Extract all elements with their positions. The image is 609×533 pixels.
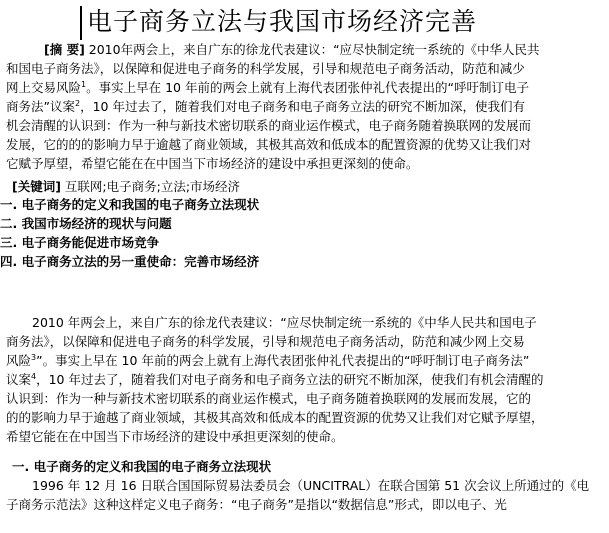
abstract-line xyxy=(0,40,609,59)
keywords-line xyxy=(0,177,609,196)
body-paragraph xyxy=(0,313,609,446)
abstract-line: 发展，它的的的影响力早于逾越了商业领域，其极其高效和低成本的配置资源的优势又让我们对 xyxy=(6,137,532,152)
outline-item: 三. 电子商务能促进市场竞争 xyxy=(0,235,160,250)
body-line xyxy=(0,351,609,370)
body-text: ，10 年过去了，随着我们对电子商务和电子商务立法的研究不断加深，使我们有机会清醒的 xyxy=(36,372,544,387)
footnote-ref: 4 xyxy=(31,371,37,381)
keywords-text: 互联网;电子商务;立法;市场经济 xyxy=(64,179,241,194)
outline-item: 四. 电子商务立法的另一重使命：完善市场经济 xyxy=(0,254,260,269)
footnote-ref: 3 xyxy=(31,352,37,362)
keywords-block xyxy=(0,177,609,196)
footnote-ref: 1 xyxy=(81,79,87,89)
section-1 xyxy=(0,457,609,514)
body-text: 风险 xyxy=(6,353,32,368)
body-line: 商务法》，以保障和促进电子商务的科学发展，引导和规范电子商务活动，防范和减少网上交易 xyxy=(6,334,525,349)
abstract-text: 网上交易风险 xyxy=(6,80,82,95)
body-line: 2010 年两会上，来自广东的徐龙代表建议：“应尽快制定统一系统的《中华人民共和国电子 xyxy=(32,315,537,330)
abstract-text: 。事实上早在 10 年前的两会上就有上海代表团张仲礼代表提出的“呼吁制订电子 xyxy=(86,80,529,95)
section-heading: 一. 电子商务的定义和我国的电子商务立法现状 xyxy=(12,459,272,474)
abstract-block xyxy=(0,40,609,173)
body-line: 认识到：作为一种与新技术密切联系的商业运作模式，电子商务随着换联网的发展而发展，它的 xyxy=(6,391,532,406)
body-line: 希望它能在在中国当下市场经济的建设中承担更深刻的使命。 xyxy=(6,429,344,444)
abstract-label: [摘 要] xyxy=(44,42,85,57)
abstract-text: 2010年两会上，来自广东的徐龙代表建议：“应尽快制定统一系统的《中华人民共 xyxy=(88,42,540,57)
footnote-ref: 2 xyxy=(74,98,81,108)
text-cursor xyxy=(80,6,82,40)
abstract-line xyxy=(0,97,609,116)
body-line: 的的影响力早于逾越了商业领域，其极其高效和低成本的配置资源的优势又让我们对它赋予厚望， xyxy=(6,410,544,425)
body-line xyxy=(0,370,609,389)
abstract-line: 它赋予厚望，希望它能在在中国当下市场经济的建设中承担更深刻的使命。 xyxy=(6,156,419,171)
body-text: 议案 xyxy=(6,372,32,387)
document-title: 电子商务立法与我国市场经济完善 xyxy=(87,7,478,36)
abstract-line xyxy=(0,78,609,97)
outline-list xyxy=(0,195,609,271)
abstract-line: 机会清醒的认识到：作为一种与新技术密切联系的商业运作模式，电子商务随着换联网的发展而 xyxy=(6,118,532,133)
abstract-text: 商务法”议案 xyxy=(6,99,75,114)
outline-item: 一. 电子商务的定义和我国的电子商务立法现状 xyxy=(0,197,260,212)
keywords-label: [关键词] xyxy=(12,179,61,194)
abstract-line: 和国电子商务法》，以保障和促进电子商务的科学发展，引导和规范电子商务活动，防范和减少 xyxy=(6,61,525,76)
outline-item: 二. 我国市场经济的现状与问题 xyxy=(0,216,172,231)
section-line: 子商务示范法》这种这样定义电子商务：“电子商务”是指以“数据信息”形式，即以电子、光 xyxy=(6,497,507,512)
abstract-text: ，10 年过去了，随着我们对电子商务和电子商务立法的研究不断加深，使我们有 xyxy=(80,99,525,114)
body-text: ”。事实上早在 10 年前的两会上就有上海代表团张仲礼代表提出的“呼吁制订电子商务法” xyxy=(36,353,530,368)
section-line: 1996 年 12 月 16 日联合国国际贸易法委员会（UNCITRAL）在联合国第 51 次会议上所通过的《电 xyxy=(32,478,590,493)
